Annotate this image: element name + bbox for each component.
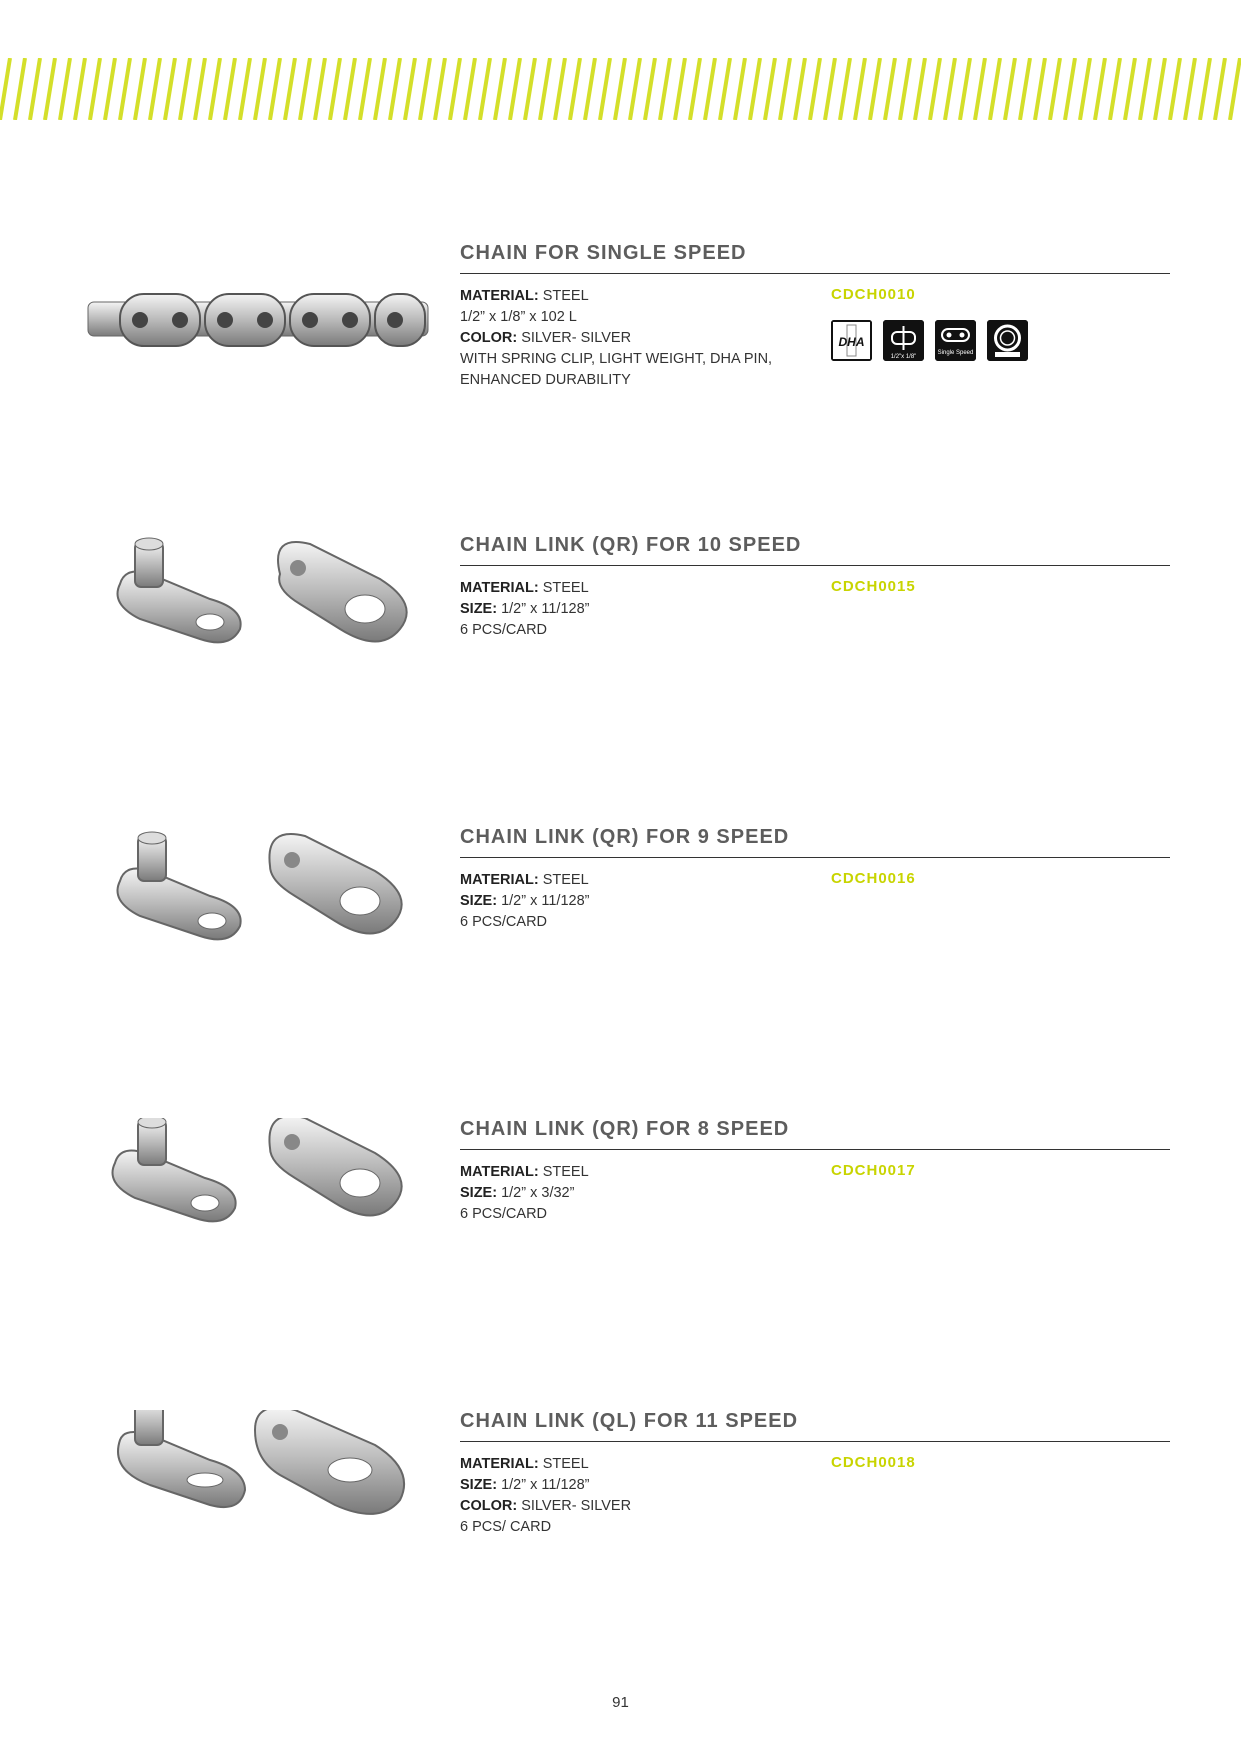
stripe: [495, 58, 505, 120]
stripe: [1140, 58, 1150, 120]
chain-link-8-image: [80, 1118, 440, 1308]
stripe: [60, 58, 70, 120]
stripe: [330, 58, 340, 120]
product-specs: [460, 1454, 820, 1538]
stripe: [210, 58, 220, 120]
stripe: [720, 58, 730, 120]
stripe: [360, 58, 370, 120]
stripe: [1230, 58, 1240, 120]
product-title: CHAIN LINK (QL) FOR 11 SPEED: [460, 1410, 1170, 1442]
stripe: [1080, 58, 1090, 120]
stripe: [1125, 58, 1135, 120]
stripe: [990, 58, 1000, 120]
stripe: [555, 58, 565, 120]
stripe: [615, 58, 625, 120]
stripe: [90, 58, 100, 120]
stripe: [840, 58, 850, 120]
product-code: CDCH0018: [831, 1454, 916, 1471]
product-chain-link-9-speed: [0, 826, 1241, 1026]
single-speed-chain-image: [80, 242, 440, 432]
stripe: [525, 58, 535, 120]
stripe: [930, 58, 940, 120]
roller-icon: [987, 320, 1028, 361]
svg-text:1/2"x 1/8": 1/2"x 1/8": [890, 354, 917, 360]
product-code: CDCH0017: [831, 1162, 916, 1179]
stripe: [975, 58, 985, 120]
stripe: [480, 58, 490, 120]
spec-line: SIZE: 1/2” x 11/128”: [460, 601, 590, 617]
stripe: [660, 58, 670, 120]
stripe: [345, 58, 355, 120]
stripe: [435, 58, 445, 120]
chain-size-icon: [883, 320, 924, 361]
stripe: [690, 58, 700, 120]
single-speed-icon: [935, 320, 976, 361]
product-specs: [460, 1162, 820, 1225]
spec-line: WITH SPRING CLIP, LIGHT WEIGHT, DHA PIN,: [460, 351, 773, 367]
stripe: [135, 58, 145, 120]
stripe: [255, 58, 265, 120]
dha-pin-icon: [831, 320, 872, 361]
stripe: [540, 58, 550, 120]
stripe: [1065, 58, 1075, 120]
stripe: [165, 58, 175, 120]
svg-text:DHA: DHA: [838, 335, 865, 349]
stripe: [1050, 58, 1060, 120]
stripe: [750, 58, 760, 120]
stripe: [420, 58, 430, 120]
stripe: [870, 58, 880, 120]
stripe: [450, 58, 460, 120]
spec-line: 6 PCS/CARD: [460, 622, 548, 638]
stripe: [1035, 58, 1045, 120]
product-code: CDCH0010: [831, 286, 916, 303]
product-specs: [460, 870, 820, 933]
spec-line: MATERIAL: STEEL: [460, 1456, 589, 1472]
stripe: [285, 58, 295, 120]
product-specs: [460, 578, 820, 641]
product-title: CHAIN LINK (QR) FOR 10 SPEED: [460, 534, 1170, 566]
stripe: [1095, 58, 1105, 120]
stripe: [1110, 58, 1120, 120]
spec-line: 6 PCS/CARD: [460, 1206, 548, 1222]
product-title: CHAIN LINK (QR) FOR 9 SPEED: [460, 826, 1170, 858]
stripe: [390, 58, 400, 120]
stripe: [1020, 58, 1030, 120]
stripe: [15, 58, 25, 120]
stripe: [195, 58, 205, 120]
product-code: CDCH0016: [831, 870, 916, 887]
product-specs: [460, 286, 820, 391]
stripe: [960, 58, 970, 120]
stripe: [1005, 58, 1015, 120]
spec-line: COLOR: SILVER- SILVER: [460, 330, 632, 346]
stripe: [900, 58, 910, 120]
stripe: [585, 58, 595, 120]
stripe: [1170, 58, 1180, 120]
stripe: [150, 58, 160, 120]
spec-line: SIZE: 1/2” x 11/128”: [460, 1477, 590, 1493]
stripe: [945, 58, 955, 120]
stripe: [105, 58, 115, 120]
product-single-speed-chain: [0, 242, 1241, 442]
spec-line: SIZE: 1/2” x 11/128”: [460, 893, 590, 909]
stripe: [885, 58, 895, 120]
stripe: [45, 58, 55, 120]
stripe: [465, 58, 475, 120]
chain-link-9-image: [80, 826, 440, 1016]
stripe: [645, 58, 655, 120]
stripe: [675, 58, 685, 120]
stripe: [795, 58, 805, 120]
stripe: [0, 58, 10, 120]
stripe: [735, 58, 745, 120]
stripe: [855, 58, 865, 120]
stripe: [810, 58, 820, 120]
chain-link-11-image: [80, 1410, 440, 1600]
stripe: [915, 58, 925, 120]
product-chain-link-8-speed: [0, 1118, 1241, 1318]
stripe: [270, 58, 280, 120]
product-chain-link-10-speed: [0, 534, 1241, 734]
spec-line: 1/2” x 1/8” x 102 L: [460, 309, 577, 325]
spec-line: MATERIAL: STEEL: [460, 1164, 589, 1180]
header-stripe-band: [0, 58, 1241, 120]
stripe: [1215, 58, 1225, 120]
product-chain-link-11-speed: [0, 1410, 1241, 1610]
stripe: [510, 58, 520, 120]
stripe: [375, 58, 385, 120]
stripe: [765, 58, 775, 120]
stripe: [405, 58, 415, 120]
page-number: 91: [612, 1694, 629, 1711]
svg-text:Single Speed: Single Speed: [937, 350, 974, 356]
feature-icons: [831, 320, 1028, 361]
chain-link-10-image: [80, 534, 440, 724]
stripe: [225, 58, 235, 120]
product-title: CHAIN LINK (QR) FOR 8 SPEED: [460, 1118, 1170, 1150]
spec-line: 6 PCS/CARD: [460, 914, 548, 930]
spec-line: MATERIAL: STEEL: [460, 580, 589, 596]
stripe: [120, 58, 130, 120]
spec-line: 6 PCS/ CARD: [460, 1519, 552, 1535]
stripe: [630, 58, 640, 120]
stripe: [570, 58, 580, 120]
product-code: CDCH0015: [831, 578, 916, 595]
stripe: [315, 58, 325, 120]
stripe: [1200, 58, 1210, 120]
spec-line: MATERIAL: STEEL: [460, 288, 589, 304]
stripe: [180, 58, 190, 120]
stripe: [1155, 58, 1165, 120]
stripe: [780, 58, 790, 120]
product-title: CHAIN FOR SINGLE SPEED: [460, 242, 1170, 274]
spec-line: MATERIAL: STEEL: [460, 872, 589, 888]
stripe: [705, 58, 715, 120]
stripe: [75, 58, 85, 120]
stripe: [300, 58, 310, 120]
stripe: [240, 58, 250, 120]
stripe: [600, 58, 610, 120]
stripe: [30, 58, 40, 120]
stripe: [825, 58, 835, 120]
stripe: [1185, 58, 1195, 120]
spec-line: ENHANCED DURABILITY: [460, 372, 631, 388]
spec-line: COLOR: SILVER- SILVER: [460, 1498, 632, 1514]
spec-line: SIZE: 1/2” x 3/32”: [460, 1185, 575, 1201]
